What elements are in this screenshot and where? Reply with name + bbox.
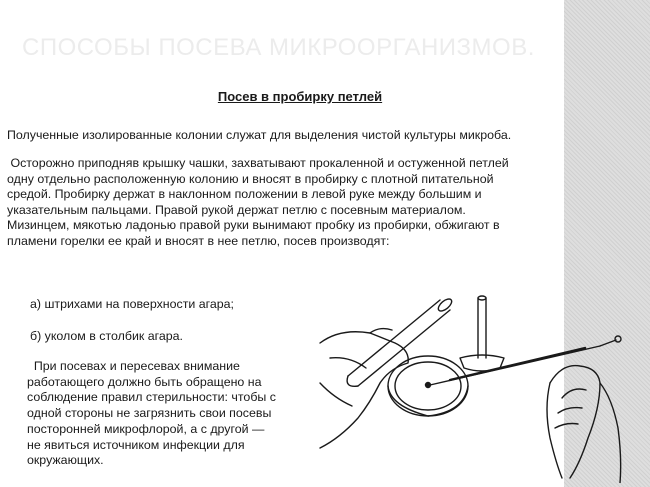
note-line: соблюдение правил стерильности: чтобы с <box>27 390 276 405</box>
slide-subtitle: Посев в пробирку петлей <box>217 89 383 104</box>
procedure-line: Осторожно приподняв крышку чашки, захватывают прокаленной и остуженной петлей <box>7 156 509 170</box>
procedure-paragraph <box>7 156 572 249</box>
note-line: одной стороны не загрязнить свои посевы <box>27 406 272 421</box>
sterility-note <box>27 359 327 469</box>
hands-petri-dish-inoculation-icon <box>300 288 640 483</box>
note-line: окружающих. <box>27 453 104 468</box>
procedure-line: Мизинцем, мякотью ладонью правой руки вынимают пробку из пробирки, обжигают в <box>7 218 500 232</box>
note-line: не явиться источником инфекции для <box>27 437 245 452</box>
procedure-line: пламени горелки ее край и вносят в нее петлю, посев производят: <box>7 233 390 248</box>
procedure-line: средой. Пробирку держат в наклонном положении в левой руке между большим и <box>7 187 482 201</box>
intro-paragraph: Полученные изолированные колонии служат для выделения чистой культуры микроба. <box>7 128 512 142</box>
list-item-a: а) штрихами на поверхности агара; <box>30 297 234 311</box>
procedure-line: одну отдельно расположенную колонию и вносят в пробирку с плотной питательной <box>7 171 494 186</box>
note-line: работающего должно быть обращено на <box>27 374 262 389</box>
list-item-b: б) уколом в столбик агара. <box>30 329 184 343</box>
note-line: посторонней микрофлорой, а с другой — <box>27 421 265 436</box>
note-line: При посевах и пересевах внимание <box>27 359 240 373</box>
procedure-line: указательным пальцами. Правой рукой держат петлю с посевным материалом. <box>7 202 466 217</box>
slide-title: СПОСОБЫ ПОСЕВА МИКРООРГАНИЗМОВ. <box>22 34 535 61</box>
